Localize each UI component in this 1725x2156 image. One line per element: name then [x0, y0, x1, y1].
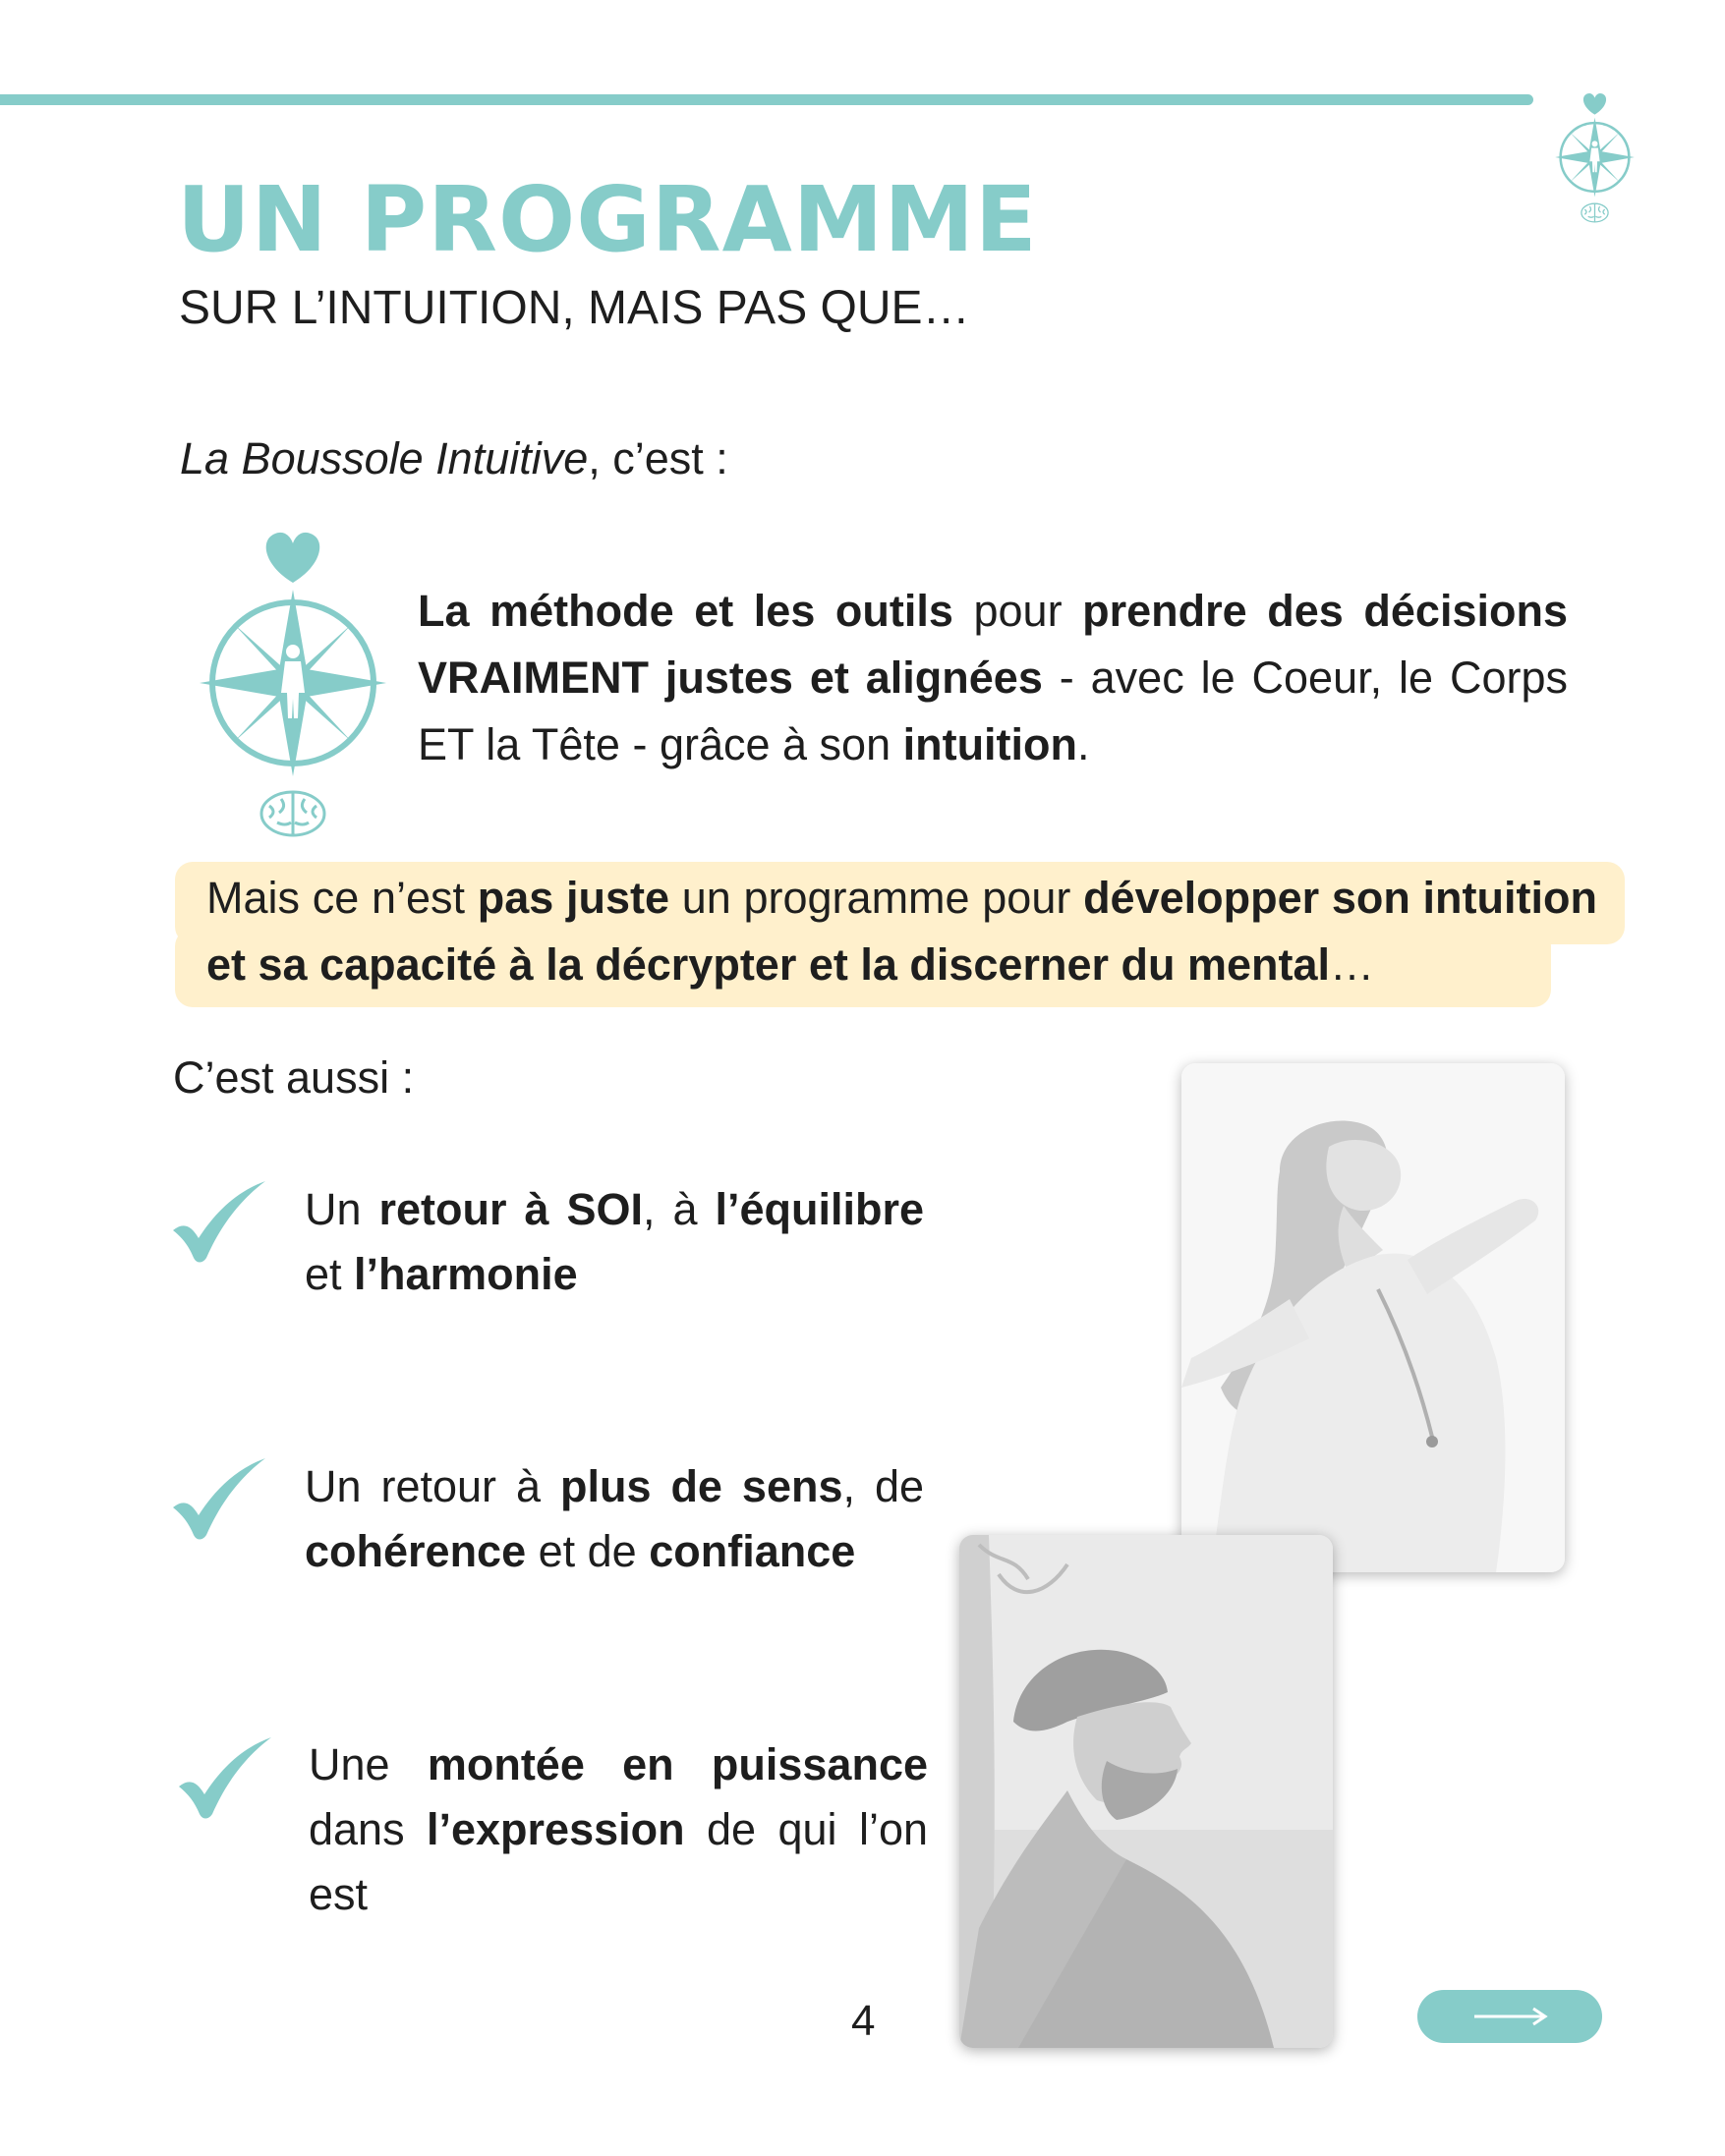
benefit-seg: Une: [309, 1739, 428, 1789]
benefit-seg: et de: [526, 1526, 650, 1576]
next-page-button[interactable]: [1417, 1990, 1602, 2043]
benefit-seg: Un retour à: [305, 1461, 560, 1511]
benefit-seg: , de: [842, 1461, 924, 1511]
page-subtitle: SUR L’INTUITION, MAIS PAS QUE…: [179, 282, 970, 334]
benefit-seg: et: [305, 1249, 355, 1299]
highlight-text: [206, 865, 1597, 998]
page-title: UN PROGRAMME: [177, 167, 1038, 272]
photo-woman-open-arms: [1181, 1063, 1565, 1572]
intro-program-name: La Boussole Intuitive: [180, 433, 589, 483]
hl-seg: un programme pour: [669, 873, 1084, 923]
benefit-seg: l’expression: [427, 1804, 685, 1854]
top-divider-bar: [0, 94, 1533, 105]
benefit-seg: cohérence: [305, 1526, 527, 1576]
desc-seg: pour: [952, 586, 1083, 636]
benefit-seg: l’équilibre: [715, 1184, 924, 1234]
benefit-seg: retour à SOI: [378, 1184, 643, 1234]
photo-man-beanie-image: [959, 1535, 1333, 2048]
hl-seg: pas juste: [477, 873, 670, 923]
hl-seg: Mais ce n’est: [206, 873, 478, 923]
benefit-seg: de qui l’on est: [309, 1804, 928, 1919]
desc-seg: .: [1077, 719, 1090, 769]
check-icon: [169, 1179, 267, 1268]
benefit-seg: confiance: [649, 1526, 856, 1576]
desc-seg: prendre des décisions VRAIMENT justes et alignées: [418, 586, 1568, 703]
benefit-item: [309, 1732, 928, 1927]
desc-seg: intuition: [902, 719, 1078, 769]
hl-seg: …: [1330, 939, 1375, 990]
benefit-item: [305, 1177, 924, 1307]
desc-seg: La méthode et les outils: [418, 586, 953, 636]
benefit-seg: dans: [309, 1804, 427, 1854]
intro-suffix: , c’est :: [588, 433, 728, 483]
benefit-seg: montée en puissance: [427, 1739, 928, 1789]
benefit-seg: l’harmonie: [354, 1249, 578, 1299]
intro-text: [180, 432, 728, 485]
compass-emblem-small-icon: [1553, 88, 1637, 226]
photo-man-beanie: [959, 1535, 1333, 2048]
benefit-seg: plus de sens: [559, 1461, 843, 1511]
photo-woman-open-arms-image: [1181, 1063, 1565, 1572]
benefit-seg: , à: [642, 1184, 716, 1234]
page-number: 4: [851, 1997, 876, 2045]
hl-seg: développer son intuition et sa capacité à la décrypter et la discerner du mental: [206, 873, 1597, 990]
check-icon: [175, 1735, 273, 1824]
also-label: C’est aussi :: [173, 1052, 415, 1103]
check-icon: [169, 1456, 267, 1545]
benefit-item: [305, 1454, 924, 1584]
arrow-right-icon: [1417, 1990, 1602, 2043]
compass-heart-brain-icon: [195, 526, 391, 840]
program-description: [418, 578, 1568, 778]
benefit-seg: Un: [305, 1184, 379, 1234]
desc-seg: - avec le Coeur, le Corps ET la Tête - grâce à son: [418, 652, 1568, 769]
